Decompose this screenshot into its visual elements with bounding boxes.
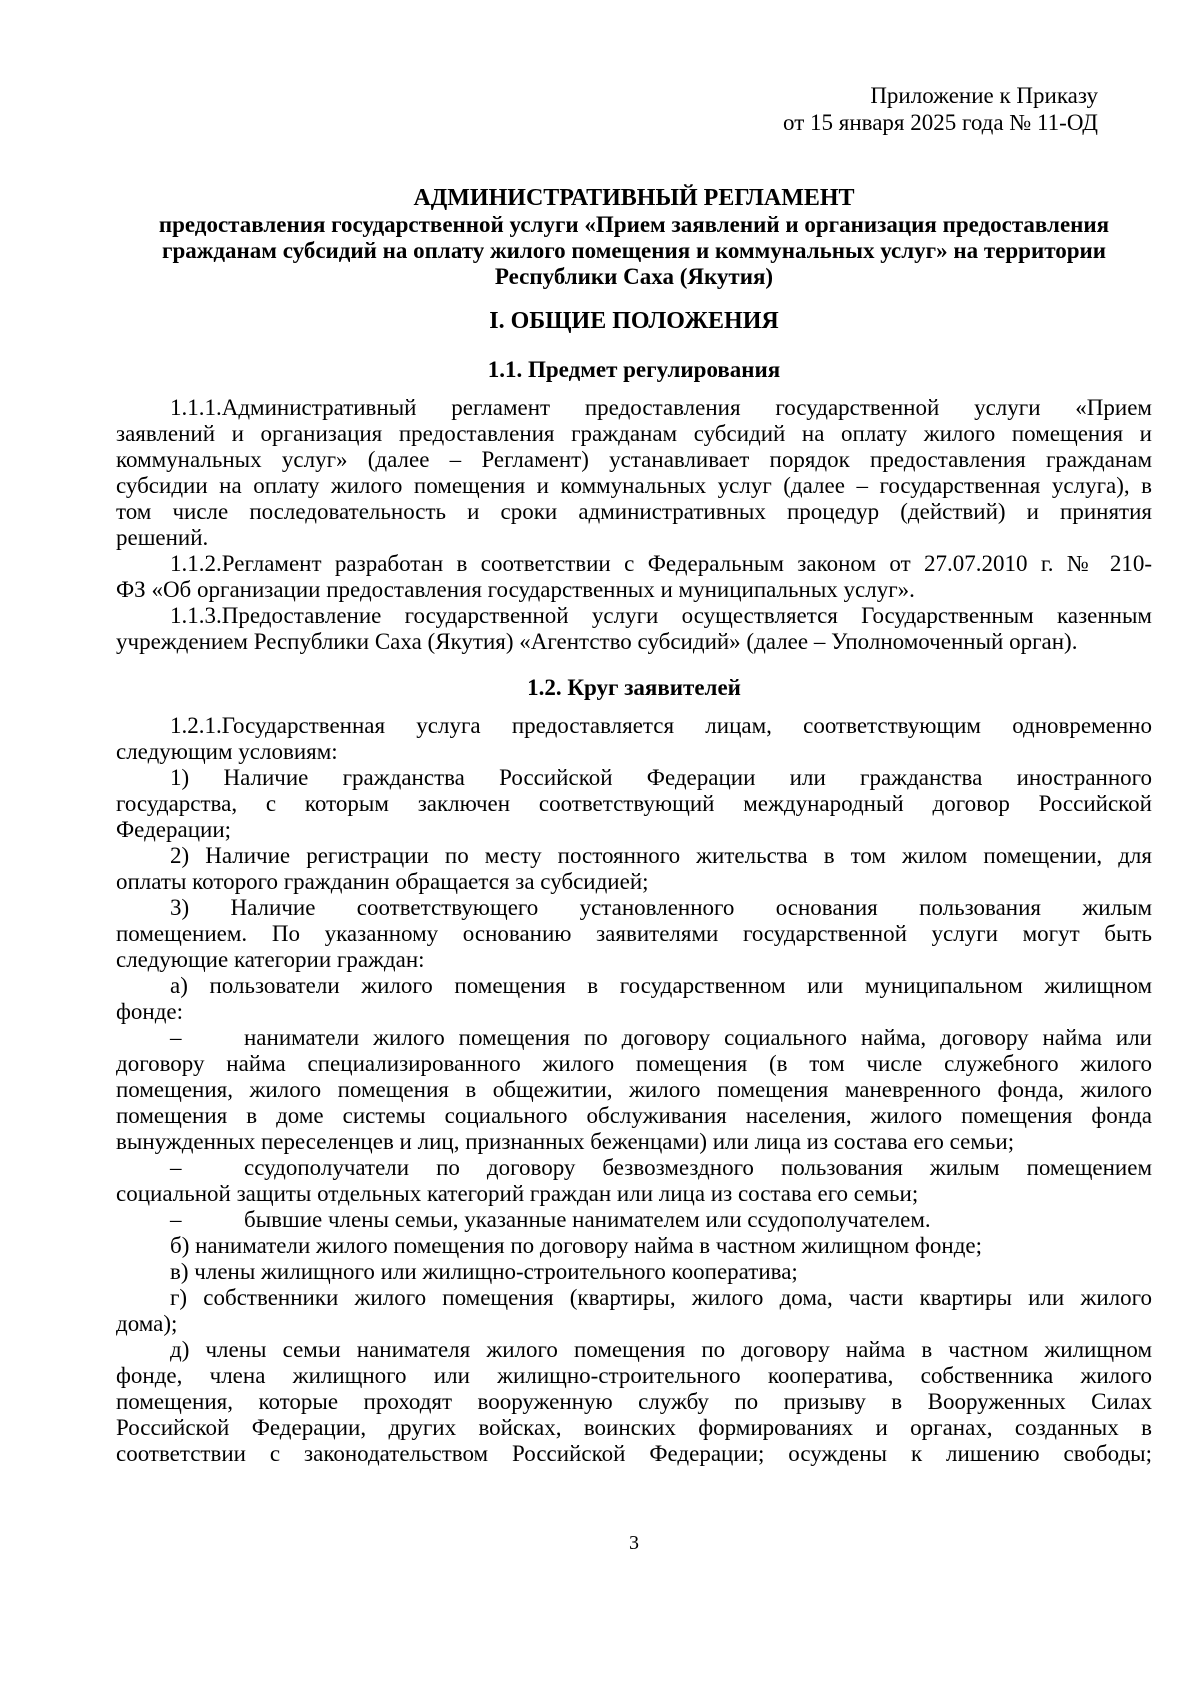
- paragraph-line: учреждением Республики Саха (Якутия) «Агентство субсидий» (далее – Уполномоченный орган).: [116, 629, 1078, 654]
- paragraph-line: фонде:: [116, 999, 184, 1024]
- clause-number: 1.1.3.: [170, 603, 222, 628]
- paragraph-line: 1.1.2.Регламент разработан в соответствии с Федеральным законом от 27.07.2010 г. № 210-: [170, 551, 1152, 576]
- list-item: г) собственники жилого помещения (квартиры, жилого дома, части квартиры или жилого: [170, 1285, 1152, 1310]
- document-title: АДМИНИСТРАТИВНЫЙ РЕГЛАМЕНТ: [413, 185, 855, 211]
- paragraph-line: заявлений и организация предоставления гражданам субсидий на оплату жилого помещения и: [116, 421, 1152, 446]
- dash-item: – бывшие члены семьи, указанные нанимателем или ссудополучателем.: [170, 1207, 931, 1232]
- paragraph-line: социальной защиты отдельных категорий граждан или лица из состава его семьи;: [116, 1181, 919, 1206]
- paragraph-line: помещения в доме системы социального обслуживания населения, жилого помещения фонда: [116, 1103, 1152, 1128]
- list-item: д) члены семьи нанимателя жилого помещения по договору найма в частном жилищном: [170, 1337, 1152, 1362]
- paragraph-line: помещением. По указанному основанию заявителями государственной услуги могут быть: [116, 921, 1152, 946]
- paragraph-line: следующим условиям:: [116, 739, 338, 764]
- page-number: 3: [629, 1532, 639, 1554]
- paragraph-line: государства, с которым заключен соответствующий международный договор Российской: [116, 791, 1152, 816]
- dash-bullet: –: [170, 1025, 182, 1050]
- list-number: 1): [170, 765, 190, 790]
- dash-bullet: –: [170, 1155, 182, 1180]
- list-number: 3): [170, 895, 190, 920]
- paragraph-line: помещения, жилого помещения в общежитии, жилого помещения маневренного фонда, жилого: [116, 1077, 1152, 1102]
- paragraph-line: ФЗ «Об организации предоставления государственных и муниципальных услуг».: [116, 577, 915, 602]
- subsection-heading: 1.1. Предмет регулирования: [487, 357, 781, 382]
- paragraph-line: решений.: [116, 525, 209, 550]
- paragraph-line: договору найма специализированного жилого помещения (в том числе служебного жилого: [116, 1051, 1152, 1076]
- list-item: в) члены жилищного или жилищно-строительного кооператива;: [170, 1259, 798, 1284]
- dash-item: – наниматели жилого помещения по договору социального найма, договору найма или: [170, 1025, 1152, 1050]
- list-item: а) пользователи жилого помещения в государственном или муниципальном жилищном: [170, 973, 1152, 998]
- paragraph-line: 1.1.1.Административный регламент предоставления государственной услуги «Прием: [170, 395, 1152, 420]
- dash-bullet: –: [170, 1207, 182, 1232]
- document-subtitle-line: предоставления государственной услуги «Прием заявлений и организация предоставления: [158, 212, 1110, 237]
- paragraph-line: 1.1.3.Предоставление государственной услуги осуществляется Государственным казенным: [170, 603, 1152, 628]
- paragraph-line: вынужденных переселенцев и лиц, признанных беженцами) или лица из состава его семьи;: [116, 1129, 1015, 1154]
- clause-number: 1.2.1.: [170, 713, 222, 738]
- appendix-label: Приложение к Приказу: [870, 83, 1098, 108]
- order-reference: от 15 января 2025 года № 11-ОД: [783, 110, 1098, 135]
- paragraph-line: субсидии на оплату жилого помещения и коммунальных услуг (далее – государственная услуга), в: [116, 473, 1152, 498]
- dash-item: – ссудополучатели по договору безвозмездного пользования жилым помещением: [170, 1155, 1152, 1180]
- paragraph-line: 1.2.1.Государственная услуга предоставляется лицам, соответствующим одновременно: [170, 713, 1152, 738]
- paragraph-line: соответствии с законодательством Российской Федерации; осуждены к лишению свободы;: [116, 1441, 1152, 1466]
- list-item: 3) Наличие соответствующего установленного основания пользования жилым: [170, 895, 1153, 920]
- clause-number: 1.1.1.: [170, 395, 222, 420]
- paragraph-line: том числе последовательность и сроки административных процедур (действий) и принятия: [116, 499, 1152, 524]
- list-item: 1) Наличие гражданства Российской Федерации или гражданства иностранного: [170, 765, 1153, 790]
- section-heading: I. ОБЩИЕ ПОЛОЖЕНИЯ: [489, 308, 779, 334]
- paragraph-line: следующие категории граждан:: [116, 947, 425, 972]
- paragraph-line: помещения, которые проходят вооруженную службу по призыву в Вооруженных Силах: [116, 1389, 1152, 1414]
- paragraph-line: дома);: [116, 1311, 178, 1336]
- paragraph-line: оплаты которого гражданин обращается за субсидией;: [116, 869, 649, 894]
- document-subtitle-line: Республики Саха (Якутия): [494, 264, 774, 289]
- clause-number: 1.1.2.: [170, 551, 222, 576]
- paragraph-line: коммунальных услуг» (далее – Регламент) устанавливает порядок предоставления гражданам: [116, 447, 1152, 472]
- list-item: 2) Наличие регистрации по месту постоянного жительства в том жилом помещении, для: [170, 843, 1152, 868]
- document-subtitle-line: гражданам субсидий на оплату жилого помещения и коммунальных услуг» на территории: [162, 238, 1106, 263]
- paragraph-line: Федерации;: [116, 817, 232, 842]
- list-item: б) наниматели жилого помещения по договору найма в частном жилищном фонде;: [170, 1233, 982, 1258]
- paragraph-line: Российской Федерации, других войсках, воинских формированиях и органах, созданных в: [116, 1415, 1152, 1440]
- subsection-heading: 1.2. Круг заявителей: [527, 675, 741, 700]
- paragraph-line: фонде, члена жилищного или жилищно-строительного кооператива, собственника жилого: [116, 1363, 1152, 1388]
